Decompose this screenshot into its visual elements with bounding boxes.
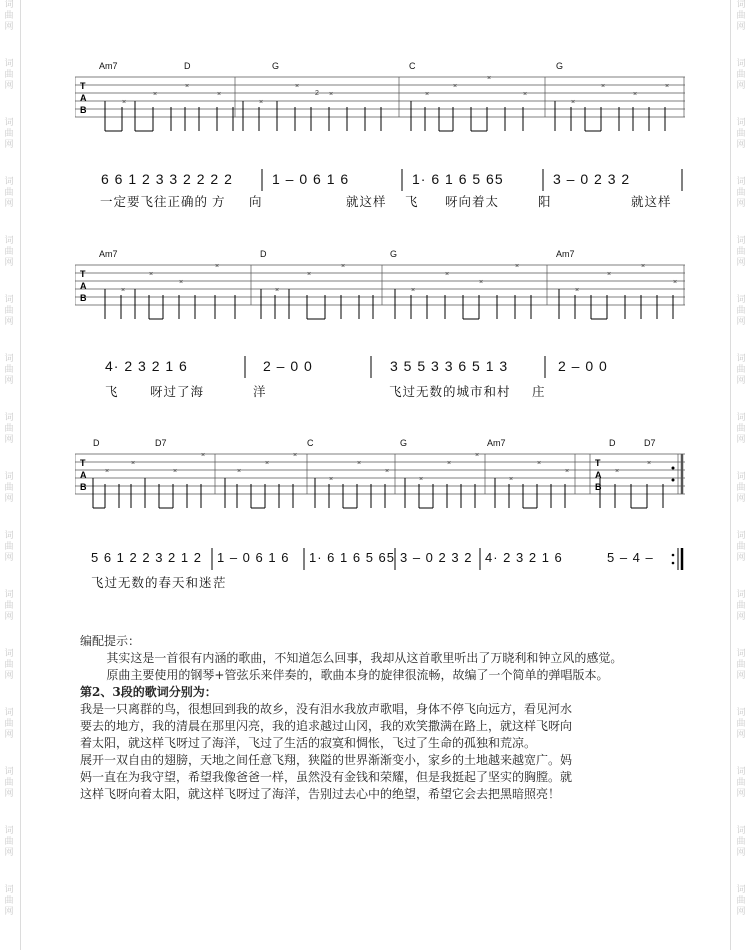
svg-text:×: × [341,263,346,270]
lyric: 飞过无数的城市和村 [389,384,511,399]
chord-label: D [609,438,616,448]
lyric: 阳 [538,194,552,209]
notes-title: 编配提示： [80,634,141,648]
watermark-text: 词 曲 网 [4,59,14,91]
svg-text:×: × [607,271,612,278]
tab-staff [75,263,685,323]
watermark-text: 词 曲 网 [736,236,746,268]
watermark-text: 词 曲 网 [736,413,746,445]
jianpu-measure: 1· 6 1 6 5 65 [309,550,395,565]
svg-text:×: × [615,468,620,475]
svg-text:B: B [595,482,602,492]
svg-text:×: × [295,83,300,90]
svg-text:×: × [565,468,570,475]
svg-text:×: × [601,83,606,90]
svg-text:×: × [647,460,652,467]
svg-text:×: × [329,476,334,483]
notes-paragraph: 其实这是一首很有内涵的歌曲，不知道怎么回事，我却从这首歌里听出了万晓利和钟立风的感觉。 [106,651,623,665]
chord-label: G [400,438,408,448]
svg-text:×: × [131,460,136,467]
svg-text:×: × [425,91,430,98]
svg-text:×: × [275,287,280,294]
barlines [75,354,685,380]
svg-text:×: × [385,468,390,475]
chord-label: D [93,438,100,448]
svg-text:T: T [80,269,86,279]
watermark-text: 词 曲 网 [4,413,14,445]
chord-label: Am7 [487,438,506,448]
svg-text:×: × [411,287,416,294]
jianpu-measure: 3 – 0 2 3 2 [400,550,473,565]
chord-label: D7 [155,438,167,448]
svg-text:T: T [80,458,86,468]
svg-text:A: A [80,470,87,480]
lyrics-line: 这样飞呀向着太阳，就这样飞呀过了海洋，告别过去心中的绝望，希望它会去把黑暗照亮！ [80,787,561,801]
tab-clef: T [80,81,86,91]
watermark-text: 词 曲 网 [736,295,746,327]
svg-text:×: × [185,83,190,90]
chord-label: Am7 [99,249,118,259]
watermark-text: 词 曲 网 [4,590,14,622]
watermark-text: 词 曲 网 [4,0,14,32]
svg-text:×: × [293,452,298,459]
watermark-text: 词 曲 网 [736,118,746,150]
watermark-text: 词 曲 网 [736,472,746,504]
svg-text:B: B [80,105,87,115]
svg-text:×: × [329,91,334,98]
watermark-text: 词 曲 网 [736,708,746,740]
svg-text:T: T [595,458,601,468]
svg-text:×: × [515,263,520,270]
svg-text:×: × [153,91,158,98]
svg-text:×: × [237,468,242,475]
watermark-text: 词 曲 网 [4,354,14,386]
jianpu-measure: 3 5 5 3 3 6 5 1 3 [390,358,509,374]
chord-label: G [272,61,280,71]
lyrics-heading: 第2、3段的歌词分别为： [80,685,217,699]
watermark-left [2,0,16,950]
jianpu-measure: 1 – 0 6 1 6 [272,171,350,187]
svg-text:×: × [357,460,362,467]
lyric: 呀向着太 [445,194,500,209]
lyric: 一定要飞往正确的 [100,194,209,209]
jianpu-measure: 3 – 0 2 3 2 [553,171,631,187]
jianpu-measure: 2 – 0 0 [263,358,313,374]
chord-label: D [260,249,267,259]
lyrics-line: 妈一直在为我守望，希望我像爸爸一样，虽然没有金钱和荣耀，但是我挺起了坚实的胸膛。就 [80,770,573,784]
svg-text:×: × [537,460,542,467]
watermark-text: 词 曲 网 [4,885,14,917]
chord-label: D [184,61,191,71]
watermark-text: 词 曲 网 [4,767,14,799]
watermark-text: 词 曲 网 [736,59,746,91]
jianpu-measure: 5 6 1 2 2 3 2 1 2 [91,550,202,565]
watermark-text: 词 曲 网 [736,767,746,799]
jianpu-measure: 6 6 1 2 3 3 2 2 2 2 [101,171,233,187]
svg-text:×: × [447,460,452,467]
svg-text:A: A [80,281,87,291]
jianpu-measure: 1 – 0 6 1 6 [217,550,290,565]
svg-text:×: × [265,460,270,467]
lyric: 飞 [105,384,119,399]
svg-text:×: × [173,468,178,475]
jianpu-measure: 2 – 0 0 [558,358,608,374]
chord-label: C [409,61,416,71]
watermark-text: 词 曲 网 [4,118,14,150]
svg-text:×: × [633,91,638,98]
lyric: 向 [249,194,263,209]
chord-label: Am7 [99,61,118,71]
svg-text:×: × [259,99,264,106]
watermark-right [734,0,748,950]
svg-text:×: × [673,279,678,286]
svg-text:×: × [475,452,480,459]
lyric: 呀过了海 [150,384,205,399]
lyrics-line: 着太阳，就这样飞呀过了海洋，飞过了生活的寂寞和惆怅，飞过了生命的孤独和荒凉。 [80,736,537,750]
svg-text:×: × [149,271,154,278]
jianpu-measure: 4· 2 3 2 1 6 [105,358,188,374]
svg-text:×: × [215,263,220,270]
chord-label: Am7 [556,249,575,259]
svg-text:×: × [487,75,492,82]
jianpu-measure: 5 – 4 – [607,550,654,565]
watermark-text: 词 曲 网 [736,649,746,681]
watermark-text: 词 曲 网 [736,354,746,386]
tab-staff [75,75,685,135]
svg-text:A: A [595,470,602,480]
svg-text:×: × [179,279,184,286]
lyric: 飞过无数的春天和迷 [91,575,213,590]
chord-label: G [390,249,398,259]
watermark-text: 词 曲 网 [736,177,746,209]
svg-text:B: B [80,482,87,492]
lyrics-line: 要去的地方，我的清晨在那里闪亮，我的追求越过山冈，我的欢笑撒满在路上，就这样飞呀向 [80,719,573,733]
watermark-text: 词 曲 网 [736,885,746,917]
svg-text:×: × [453,83,458,90]
notes-paragraph: 原曲主要使用的钢琴+管弦乐来伴奏的，歌曲本身的旋律很流畅，故编了一个简单的弹唱版本。 [106,668,609,682]
watermark-text: 词 曲 网 [736,531,746,563]
jianpu-measure: 1· 6 1 6 5 65 [412,171,504,187]
watermark-text: 词 曲 网 [4,649,14,681]
lyrics-line: 我是一只离群的鸟，很想回到我的故乡，没有泪水我放声歌唱，身体不停飞向远方，看见河水 [80,702,573,716]
svg-text:×: × [665,83,670,90]
lyric: 飞 [405,194,419,209]
svg-text:×: × [523,91,528,98]
arrangement-notes [80,633,690,803]
svg-text:×: × [307,271,312,278]
svg-text:×: × [201,452,206,459]
lyrics-line: 展开一双自由的翅膀，天地之间任意飞翔，狭隘的世界渐渐变小，家乡的土地越来越宽广。妈 [80,753,573,767]
watermark-text: 词 曲 网 [4,236,14,268]
svg-text:×: × [575,287,580,294]
watermark-text: 词 曲 网 [4,531,14,563]
watermark-text: 词 曲 网 [4,472,14,504]
svg-text:×: × [641,263,646,270]
lyric: 就这样 [631,194,672,209]
chord-label: G [556,61,564,71]
svg-text:×: × [419,476,424,483]
chord-label: C [307,438,314,448]
watermark-text: 词 曲 网 [4,177,14,209]
svg-text:×: × [571,99,576,106]
svg-text:×: × [121,287,126,294]
watermark-text: 词 曲 网 [736,0,746,32]
tab-staff [75,452,685,512]
jianpu-measure: 4· 2 3 2 1 6 [485,550,563,565]
svg-text:×: × [509,476,514,483]
svg-text:×: × [105,468,110,475]
lyric: 洋 [253,384,267,399]
lyric: 就这样 [346,194,387,209]
barlines [75,167,685,193]
lyric: 茫 [213,575,227,590]
svg-text:×: × [217,91,222,98]
svg-text:×: × [445,271,450,278]
svg-text:×: × [122,99,127,106]
watermark-text: 词 曲 网 [736,826,746,858]
chord-label: D7 [644,438,656,448]
svg-text:A: A [80,93,87,103]
watermark-text: 词 曲 网 [4,295,14,327]
lyric: 方 [212,194,226,209]
lyric: 庄 [532,384,546,399]
watermark-text: 词 曲 网 [4,826,14,858]
barlines [75,546,685,572]
watermark-text: 词 曲 网 [736,590,746,622]
svg-text:B: B [80,293,87,303]
svg-text:2: 2 [315,90,319,97]
svg-text:×: × [479,279,484,286]
watermark-text: 词 曲 网 [4,708,14,740]
